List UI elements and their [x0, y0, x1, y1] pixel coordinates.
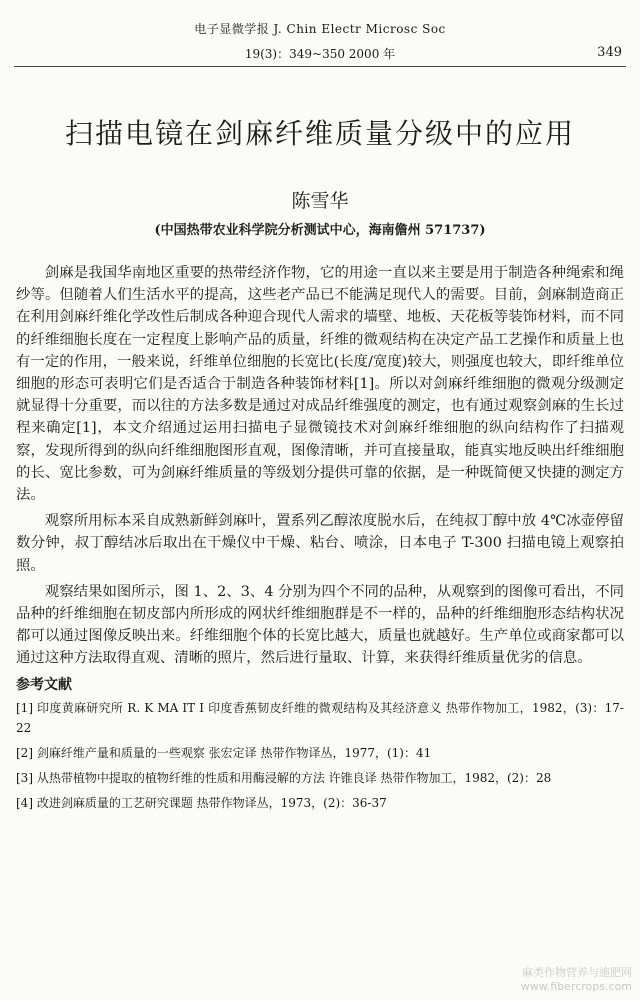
- reference-item: [1] 印度黄麻研究所 R. K MA IT I 印度香蕉韧皮纤维的微观结构及其经济意义 热带作物加工，1982，(3)：17-22: [16, 700, 624, 735]
- references-heading: 参考文献: [16, 676, 72, 693]
- reference-item: [3] 从热带植物中提取的植物纤维的性质和用酶浸解的方法 许锥良译 热带作物加工，1982，(2)：28: [16, 770, 552, 785]
- page-number: 349: [597, 45, 622, 60]
- watermark-name: 麻类作物营养与施肥网: [522, 966, 632, 979]
- paragraph-intro: 剑麻是我国华南地区重要的热带经济作物，它的用途一直以来主要是用于制造各种绳索和绳纱等。但随着人们生活水平的提高，这些老产品已不能满足现代人的需要。目前，剑麻制造商正在利用剑麻纤维化学改性后制成各种迎合现代人需求的墙壁、地板、天花板等装饰材料，而不同的纤维细胞长度在一定程度上影响产品的质量，纤维的微观结构在决定产品工艺操作和质量上也有一定的作用，一般来说，纤维单位细胞的长宽比(长度/宽度)较大，则强度也较大，即纤维单位细胞的形态可表明它们是否适合于制造各种装饰材料[1]。所以对剑麻纤维细胞的微观分级测定就显得十分重要，而以往的方法多数是通过对成品纤维强度的测定，也有通过观察剑麻的生长过程来确定[1]，本文介绍通过运用扫描电子显微镜技术对剑麻纤维细胞的纵向结构作了扫描观察，发现所得到的纵向纤维细胞图形直观，图像清晰，并可直接量取，能真实地反映出纤维细胞的长、宽比参数，可为剑麻纤维质量的等级划分提供可靠的依据，是一种既简便又快捷的测定方法。: [16, 265, 624, 504]
- paragraph-results: 观察结果如图所示，图 1、2、3、4 分别为四个不同的品种，从观察到的图像可看出，不同品种的纤维细胞在韧皮部内所形成的网状纤维细胞群是不一样的，品种的纤维细胞形态结构状况都可以通过图像反映出来。纤维细胞个体的长宽比越大，质量也就越好。生产单位或商家都可以通过这种方法取得直观、清晰的照片，然后进行量取、计算，来获得纤维质量优劣的信息。: [16, 583, 624, 667]
- issue-info: 19(3)：349~350 2000 年: [244, 47, 396, 61]
- author-name: 陈雪华: [291, 190, 349, 212]
- header-rule: [14, 66, 626, 67]
- reference-item: [2] 剑麻纤维产量和质量的一些观察 张宏定译 热带作物译丛，1977，(1)：41: [16, 745, 432, 760]
- journal-header: 电子显微学报 J. Chin Electr Microsc Soc: [194, 22, 446, 36]
- paper-title: 扫描电镜在剑麻纤维质量分级中的应用: [64, 117, 575, 150]
- author-affiliation: (中国热带农业科学院分析测试中心，海南儋州 571737): [154, 223, 486, 238]
- site-watermark: [521, 966, 632, 994]
- watermark-url: www.fibercrops.com: [520, 980, 632, 993]
- reference-item: [4] 改进剑麻质量的工艺研究课题 热带作物译丛，1973，(2)：36-37: [16, 795, 387, 810]
- paragraph-methods: 观察所用标本采自成熟新鲜剑麻叶，置系列乙醇浓度脱水后，在纯叔丁醇中放 4℃冰壶停留数分钟，叔丁醇结冰后取出在干燥仪中干燥、粘台、喷涂，日本电子 T-300 扫描电镜上观察拍照。: [16, 513, 624, 574]
- paper-body: [16, 262, 624, 818]
